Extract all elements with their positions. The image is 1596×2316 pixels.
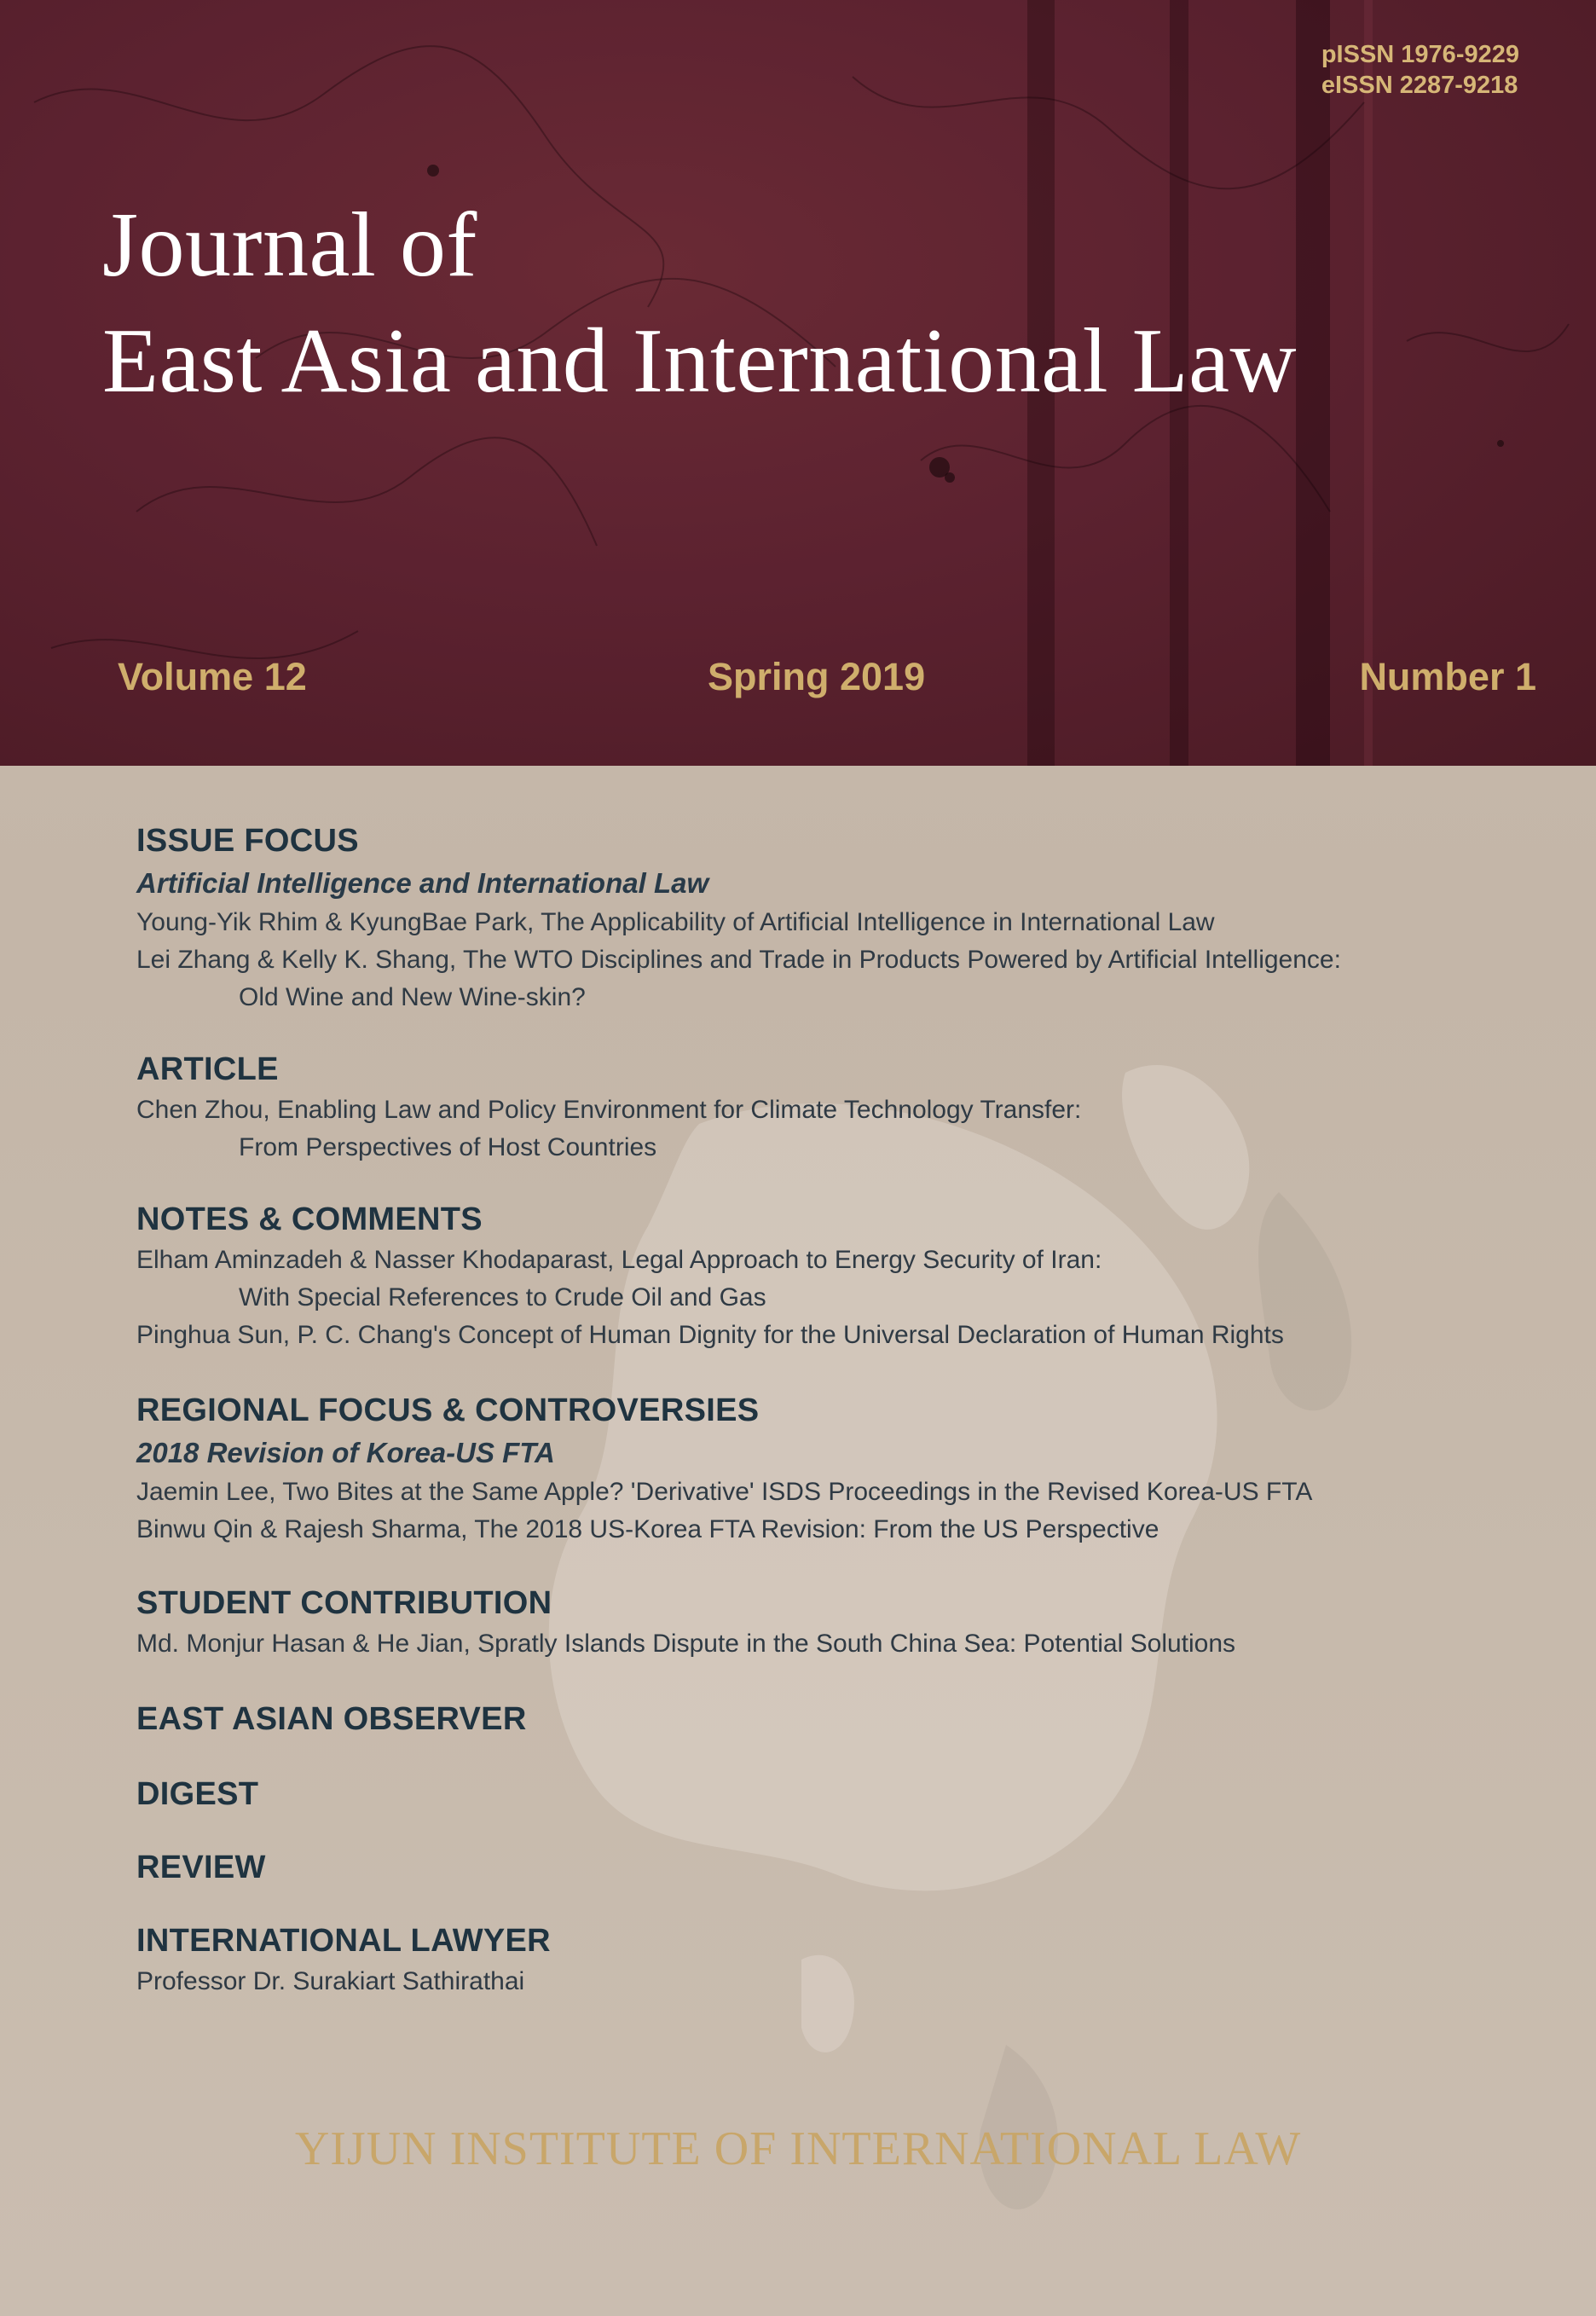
section-heading: ISSUE FOCUS [136, 823, 359, 859]
section-heading: ARTICLE [136, 1051, 279, 1087]
journal-title-line-1: Journal of [102, 194, 477, 296]
section-notes-comments [136, 1197, 1518, 1354]
contents-entry-continuation: Old Wine and New Wine-skin? [239, 983, 586, 1011]
contents-entry: Young-Yik Rhim & KyungBae Park, The Applicability of Artificial Intelligence in International Law [136, 908, 1215, 936]
contents-entry: Jaemin Lee, Two Bites at the Same Apple? 'Derivative' ISDS Proceedings in the Revised Korea-US FTA [136, 1478, 1313, 1506]
print-issn: pISSN 1976-9229 [1321, 41, 1519, 68]
contents-entry: Pinghua Sun, P. C. Chang's Concept of Human Dignity for the Universal Declaration of Human Rights [136, 1321, 1284, 1349]
section-student-contribution [136, 1581, 1518, 1663]
contents-entry: Lei Zhang & Kelly K. Shang, The WTO Disciplines and Trade in Products Powered by Artificial Intelligence: [136, 946, 1341, 974]
section-international-lawyer [136, 1919, 1518, 2000]
volume-label: Volume 12 [118, 655, 307, 698]
section-subheading: Artificial Intelligence and International Law [136, 867, 709, 899]
table-of-contents [136, 819, 1518, 2000]
section-heading: INTERNATIONAL LAWYER [136, 1923, 551, 1959]
cover-header-band [0, 0, 1596, 766]
journal-title-line-2: East Asia and International Law [102, 310, 1298, 412]
contents-entry: Binwu Qin & Rajesh Sharma, The 2018 US-Korea FTA Revision: From the US Perspective [136, 1515, 1159, 1543]
number-label: Number 1 [1359, 655, 1536, 698]
electronic-issn: eISSN 2287-9218 [1321, 72, 1518, 99]
contents-entry: Chen Zhou, Enabling Law and Policy Environment for Climate Technology Transfer: [136, 1096, 1082, 1124]
section-heading: NOTES & COMMENTS [136, 1201, 483, 1237]
section-regional-focus [136, 1388, 1518, 1549]
issn-block [1321, 39, 1519, 101]
contents-entry: Elham Aminzadeh & Nasser Khodaparast, Legal Approach to Energy Security of Iran: [136, 1246, 1102, 1274]
section-heading: DIGEST [136, 1776, 259, 1812]
section-article [136, 1047, 1518, 1167]
contents-entry-continuation: With Special References to Crude Oil and Gas [239, 1283, 766, 1311]
section-heading: EAST ASIAN OBSERVER [136, 1701, 527, 1737]
journal-title [102, 188, 1297, 420]
contents-entry: Md. Monjur Hasan & He Jian, Spratly Islands Dispute in the South China Sea: Potential Solutions [136, 1630, 1236, 1658]
section-review [136, 1845, 1518, 1890]
section-issue-focus [136, 819, 1518, 1016]
section-heading: STUDENT CONTRIBUTION [136, 1585, 552, 1621]
publisher-name: YIJUN INSTITUTE OF INTERNATIONAL LAW [294, 2122, 1302, 2175]
section-heading: REGIONAL FOCUS & CONTROVERSIES [136, 1392, 760, 1428]
section-digest [136, 1772, 1518, 1816]
contents-entry-continuation: From Perspectives of Host Countries [239, 1133, 657, 1161]
section-subheading: 2018 Revision of Korea-US FTA [136, 1437, 555, 1468]
season-label: Spring 2019 [708, 655, 926, 698]
contents-entry: Professor Dr. Surakiart Sathirathai [136, 1967, 525, 1995]
section-east-asian-observer [136, 1697, 1518, 1741]
section-heading: REVIEW [136, 1850, 266, 1885]
